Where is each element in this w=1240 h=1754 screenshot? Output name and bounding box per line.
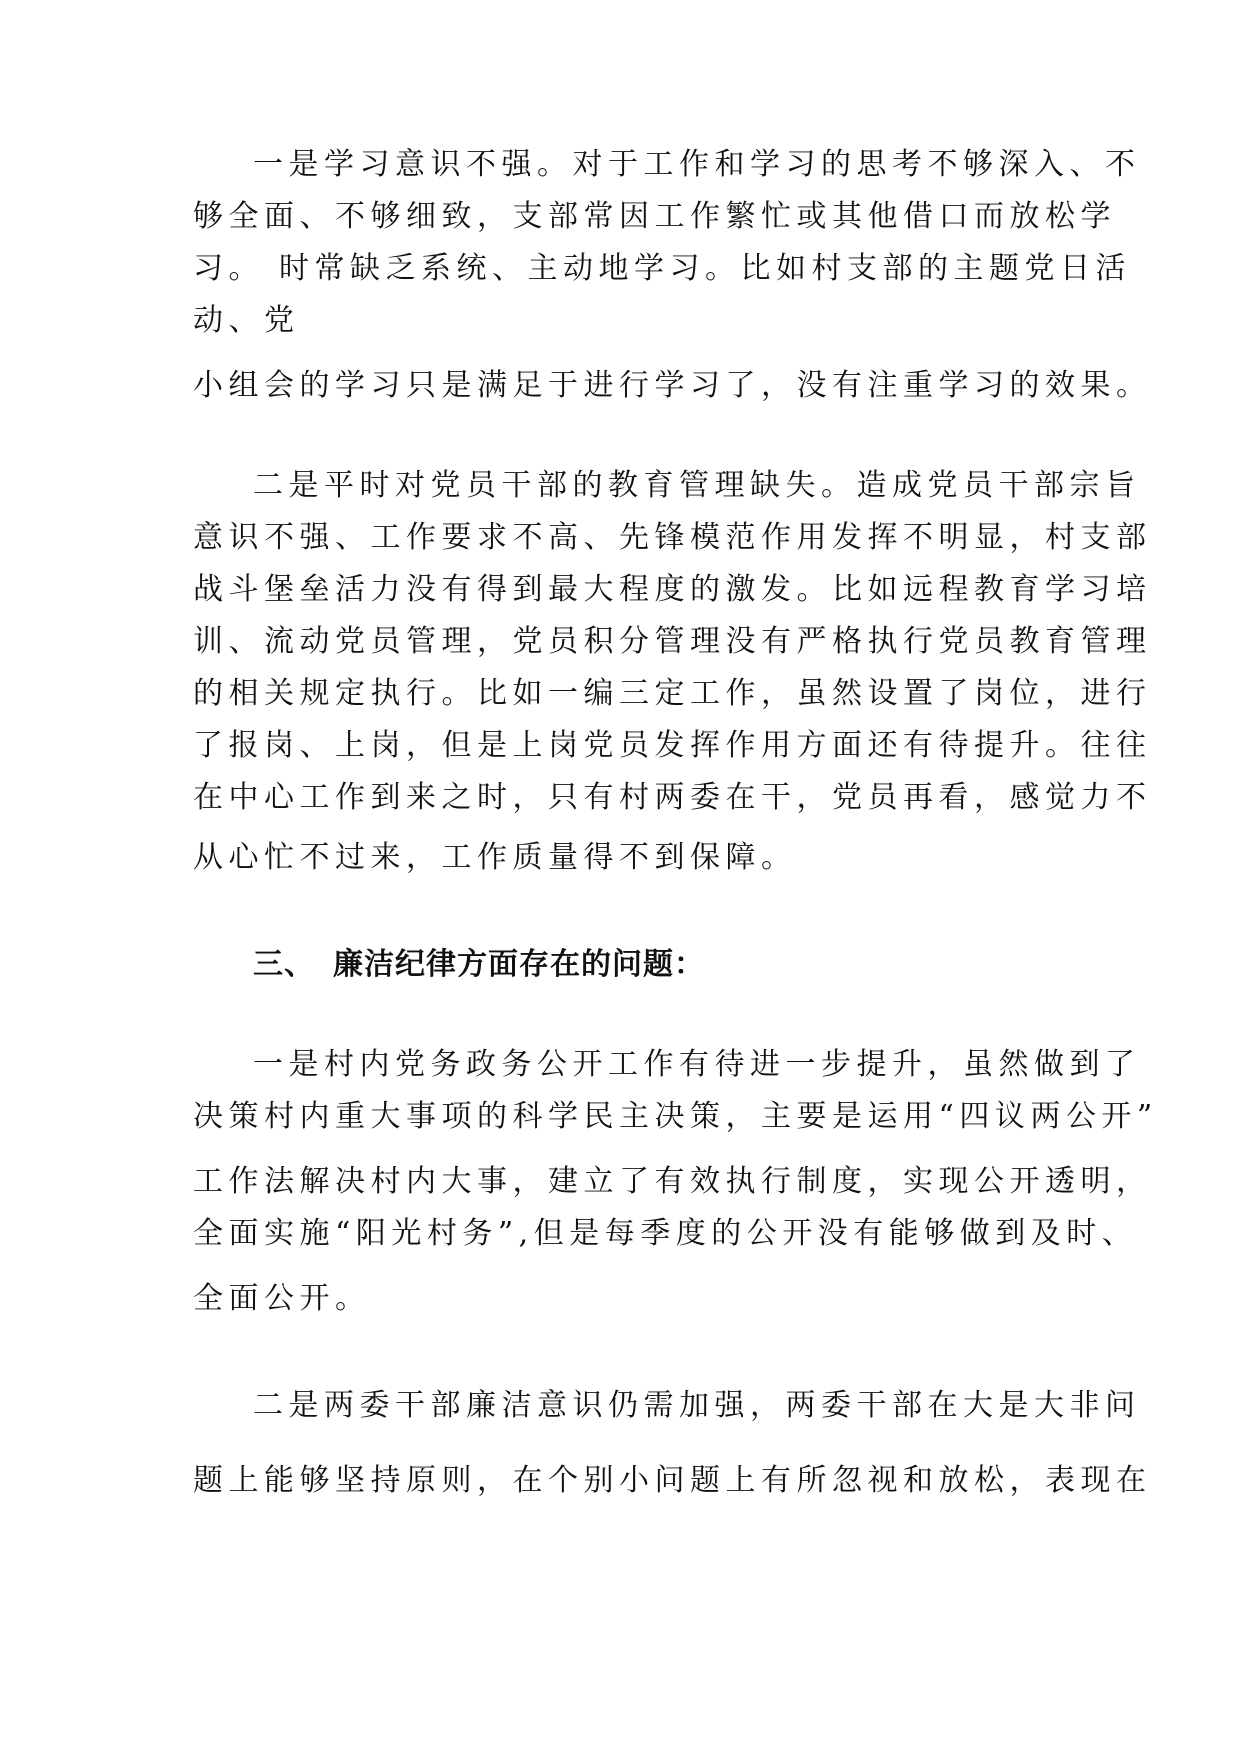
text-line: 意识不强、工作要求不高、先锋模范作用发挥不明显，村支部	[193, 520, 1152, 555]
text-line: 习。 时常缺乏系统、主动地学习。比如村支部的主题党日活	[193, 251, 1132, 286]
text-line: 小组会的学习只是满足于进行学习了，没有注重学习的效果。	[193, 368, 1152, 403]
text-line: 一是村内党务政务公开工作有待进一步提升，虽然做到了	[253, 1047, 1141, 1082]
text-line: 战斗堡垒活力没有得到最大程度的激发。比如远程教育学习培	[193, 572, 1152, 607]
section-title: 廉洁纪律方面存在的问题：	[333, 947, 705, 982]
text-line: 动、党	[193, 303, 300, 338]
text-line: 题上能够坚持原则，在个别小问题上有所忽视和放松，表现在	[193, 1463, 1152, 1498]
text-line: 全面实施“阳光村务”,但是每季度的公开没有能够做到及时、	[193, 1216, 1138, 1251]
text-line: 训、流动党员管理，党员积分管理没有严格执行党员教育管理	[193, 624, 1152, 659]
text-line: 工作法解决村内大事，建立了有效执行制度，实现公开透明，	[193, 1164, 1152, 1199]
section-number: 三、	[253, 947, 315, 982]
text-line: 的相关规定执行。比如一编三定工作，虽然设置了岗位，进行	[193, 676, 1152, 711]
text-line: 一是学习意识不强。对于工作和学习的思考不够深入、不	[253, 147, 1141, 182]
text-line: 决策村内重大事项的科学民主决策，主要是运用“四议两公开”	[193, 1099, 1158, 1134]
text-line: 在中心工作到来之时，只有村两委在干，党员再看，感觉力不	[193, 780, 1152, 815]
text-line: 够全面、不够细致，支部常因工作繁忙或其他借口而放松学	[193, 199, 1116, 234]
text-line: 二是平时对党员干部的教育管理缺失。造成党员干部宗旨	[253, 468, 1141, 503]
text-line: 从心忙不过来，工作质量得不到保障。	[193, 840, 797, 875]
text-line: 全面公开。	[193, 1281, 371, 1316]
text-line: 了报岗、上岗，但是上岗党员发挥作用方面还有待提升。往往	[193, 728, 1152, 763]
text-line: 二是两委干部廉洁意识仍需加强，两委干部在大是大非问	[253, 1388, 1141, 1423]
